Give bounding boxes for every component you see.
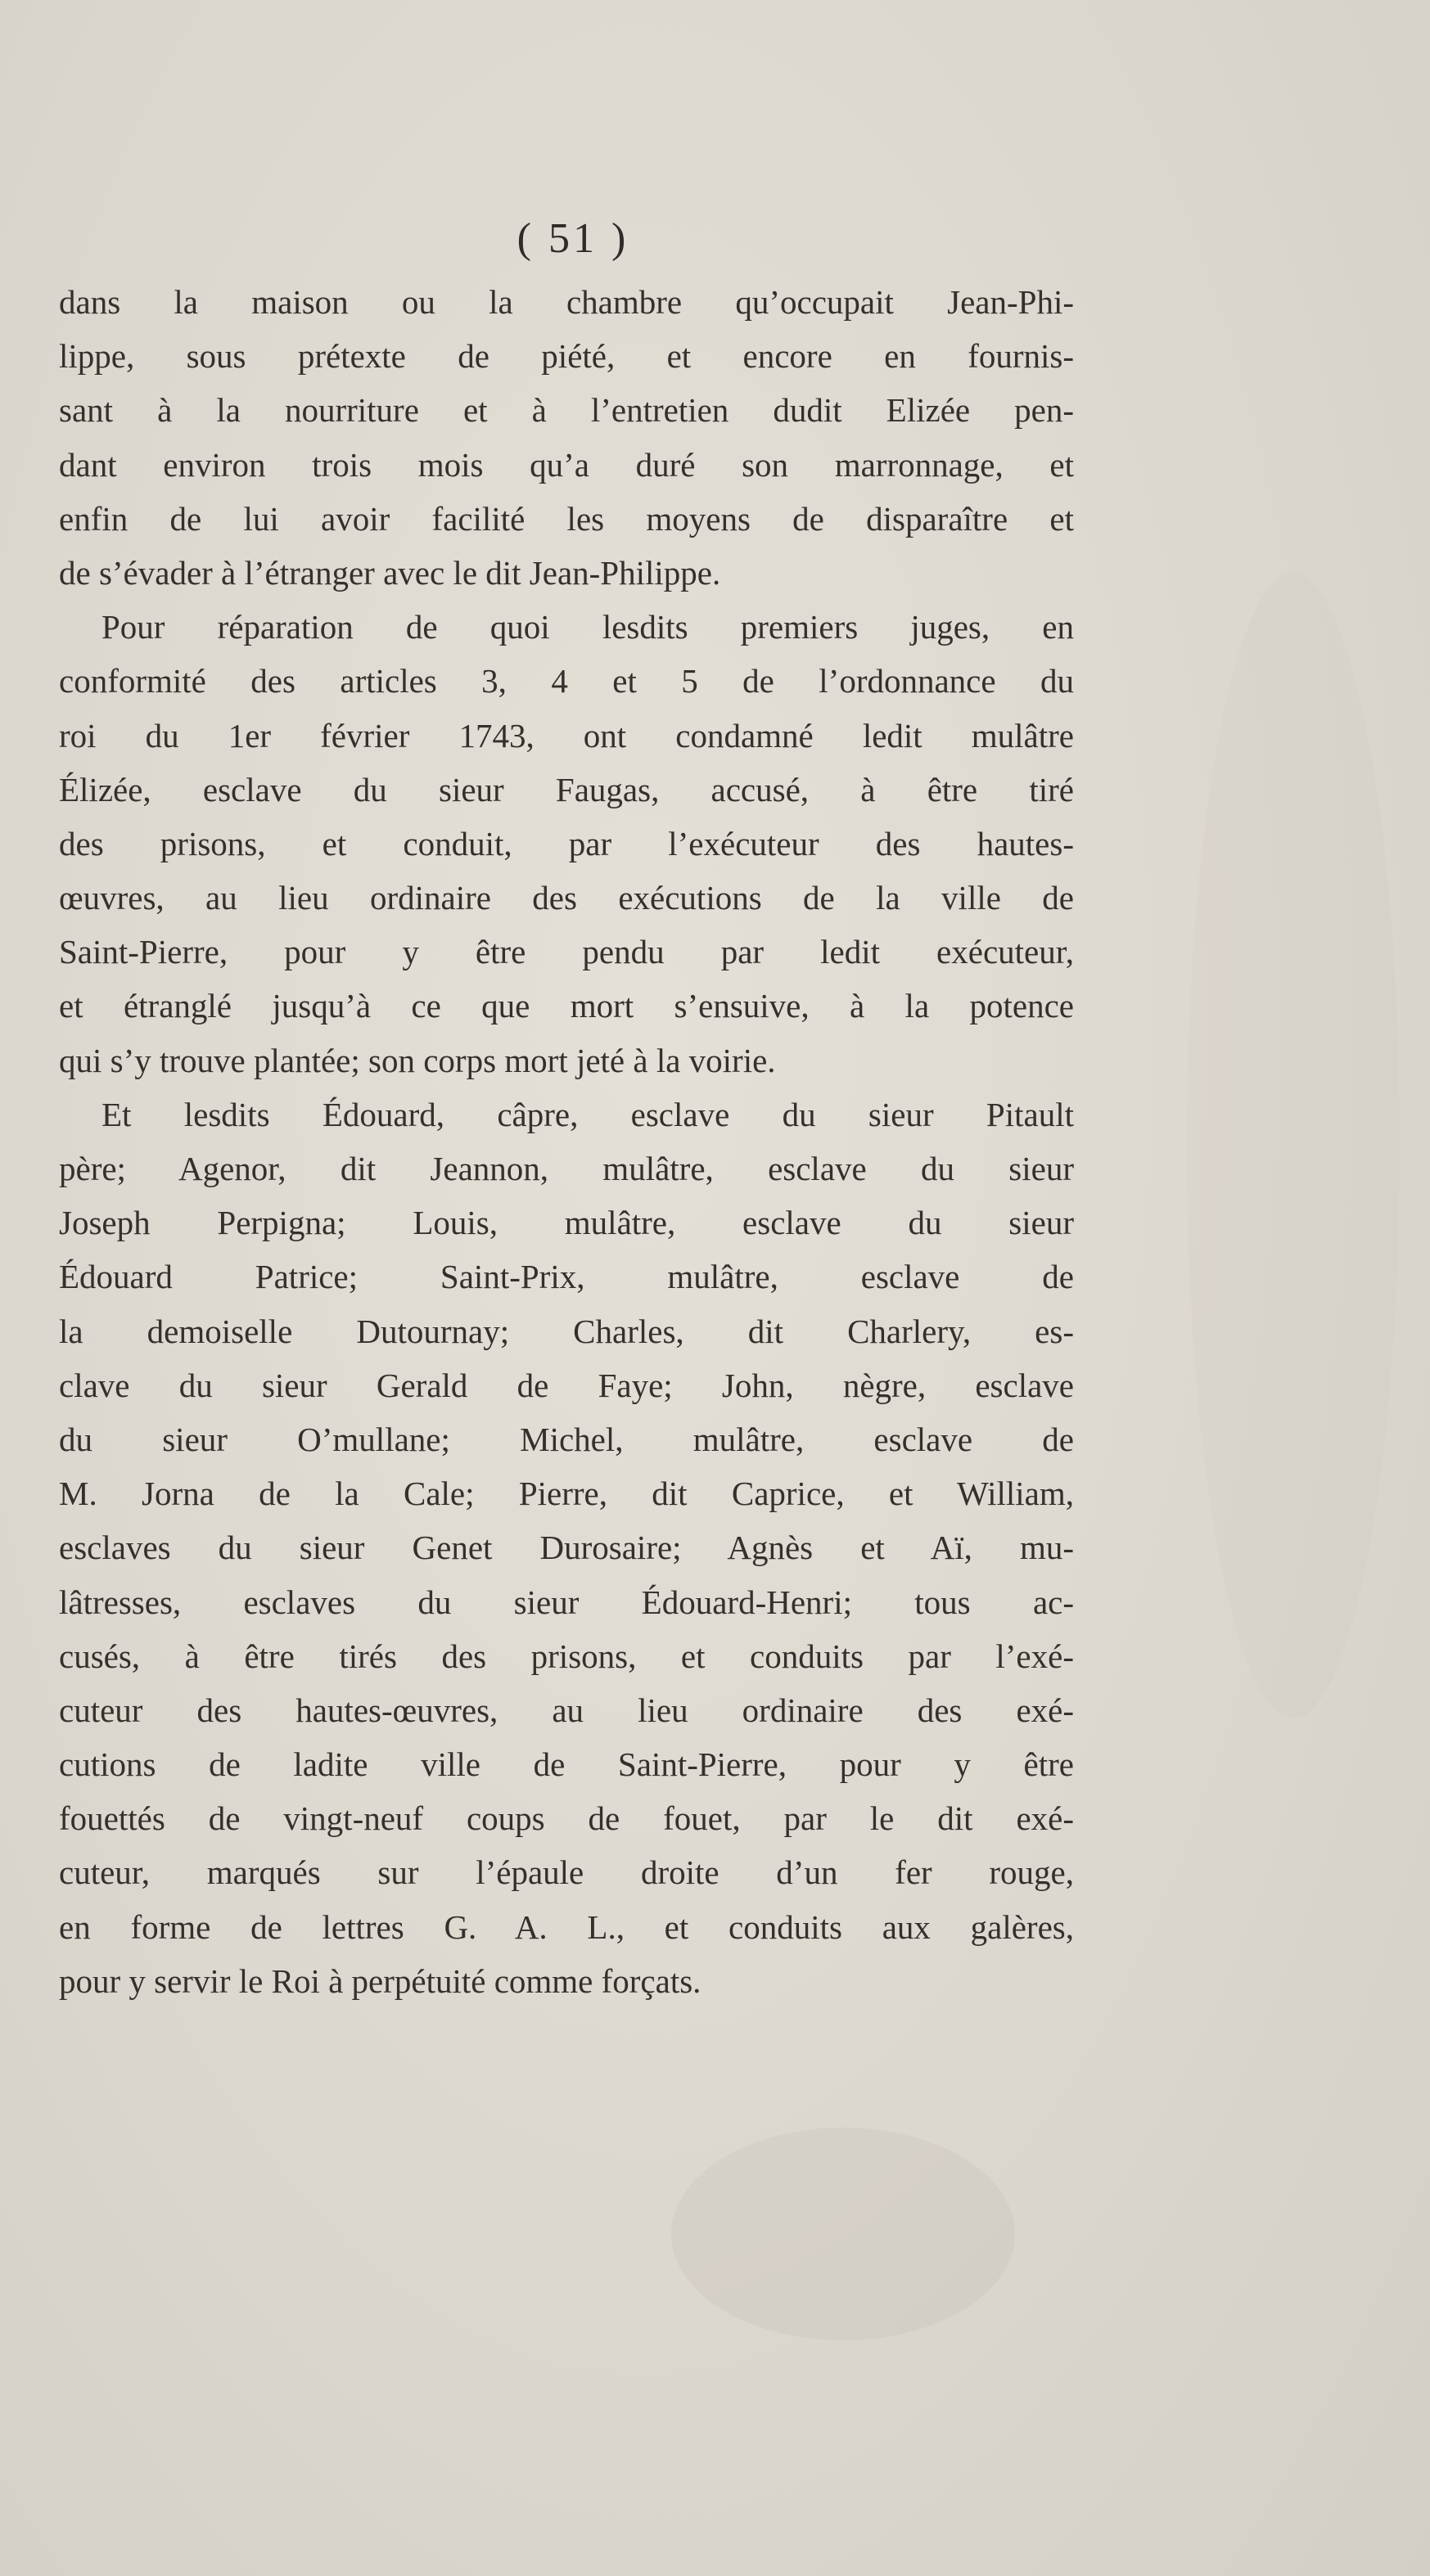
text-line: Pour réparation de quoi lesdits premiers juges, en [101, 608, 1074, 646]
text-line: la demoiselle Dutournay; Charles, dit Charlery, es- [59, 1312, 1074, 1350]
text-line: dans la maison ou la chambre qu’occupait Jean-Phi- [59, 283, 1074, 321]
text-line: cuteur, marqués sur l’épaule droite d’un fer rouge, [59, 1853, 1074, 1892]
text-line: en forme de lettres G. A. L., et conduits aux galères, [59, 1907, 1074, 1946]
text-line: clave du sieur Gerald de Faye; John, nègre, esclave [59, 1366, 1074, 1404]
text-line: esclaves du sieur Genet Durosaire; Agnès et Aï, mu- [59, 1529, 1074, 1567]
body-text [59, 275, 1074, 2008]
text-line: fouettés de vingt-neuf coups de fouet, par le dit exé- [59, 1799, 1074, 1838]
text-line: sant à la nourriture et à l’entretien dudit Elizée pen- [59, 391, 1074, 430]
text-line: qui s’y trouve plantée; son corps mort jeté à la voirie. [59, 1041, 776, 1079]
text-line: Joseph Perpigna; Louis, mulâtre, esclave du sieur [59, 1204, 1074, 1242]
page-number: ( 51 ) [517, 215, 629, 262]
paper-stain [671, 2128, 1015, 2340]
paper-stain [1187, 573, 1400, 1718]
text-line: pour y servir le Roi à perpétuité comme forçats. [59, 1961, 701, 2000]
text-line: Édouard Patrice; Saint-Prix, mulâtre, esclave de [59, 1258, 1074, 1296]
text-line: Élizée, esclave du sieur Faugas, accusé, à être tiré [59, 770, 1074, 808]
text-line: du sieur O’mullane; Michel, mulâtre, esclave de [59, 1420, 1074, 1458]
text-line: et étranglé jusqu’à ce que mort s’ensuive, à la potence [59, 987, 1074, 1025]
text-line: père; Agenor, dit Jeannon, mulâtre, esclave du sieur [59, 1150, 1074, 1187]
text-line: M. Jorna de la Cale; Pierre, dit Caprice, et William, [59, 1475, 1074, 1513]
text-line: des prisons, et conduit, par l’exécuteur des hautes- [59, 824, 1074, 862]
text-line: œuvres, au lieu ordinaire des exécutions de la ville de [59, 879, 1074, 917]
text-line: lippe, sous prétexte de piété, et encore en fournis- [59, 337, 1074, 376]
text-line: cutions de ladite ville de Saint-Pierre, pour y être [59, 1745, 1074, 1784]
text-line: enfin de lui avoir facilité les moyens de disparaître et [59, 499, 1074, 538]
text-line: de s’évader à l’étranger avec le dit Jean-Philippe. [59, 553, 721, 592]
text-line: Saint-Pierre, pour y être pendu par ledit exécuteur, [59, 933, 1074, 971]
text-line: roi du 1er février 1743, ont condamné ledit mulâtre [59, 716, 1074, 754]
text-line: conformité des articles 3, 4 et 5 de l’ordonnance du [59, 662, 1074, 700]
text-line: cuteur des hautes-œuvres, au lieu ordinaire des exé- [59, 1691, 1074, 1729]
text-line: Et lesdits Édouard, câpre, esclave du sieur Pitault [101, 1095, 1074, 1133]
text-line: lâtresses, esclaves du sieur Édouard-Henri; tous ac- [59, 1583, 1074, 1621]
text-line: cusés, à être tirés des prisons, et conduits par l’exé- [59, 1637, 1074, 1675]
text-line: dant environ trois mois qu’a duré son marronnage, et [59, 445, 1074, 484]
